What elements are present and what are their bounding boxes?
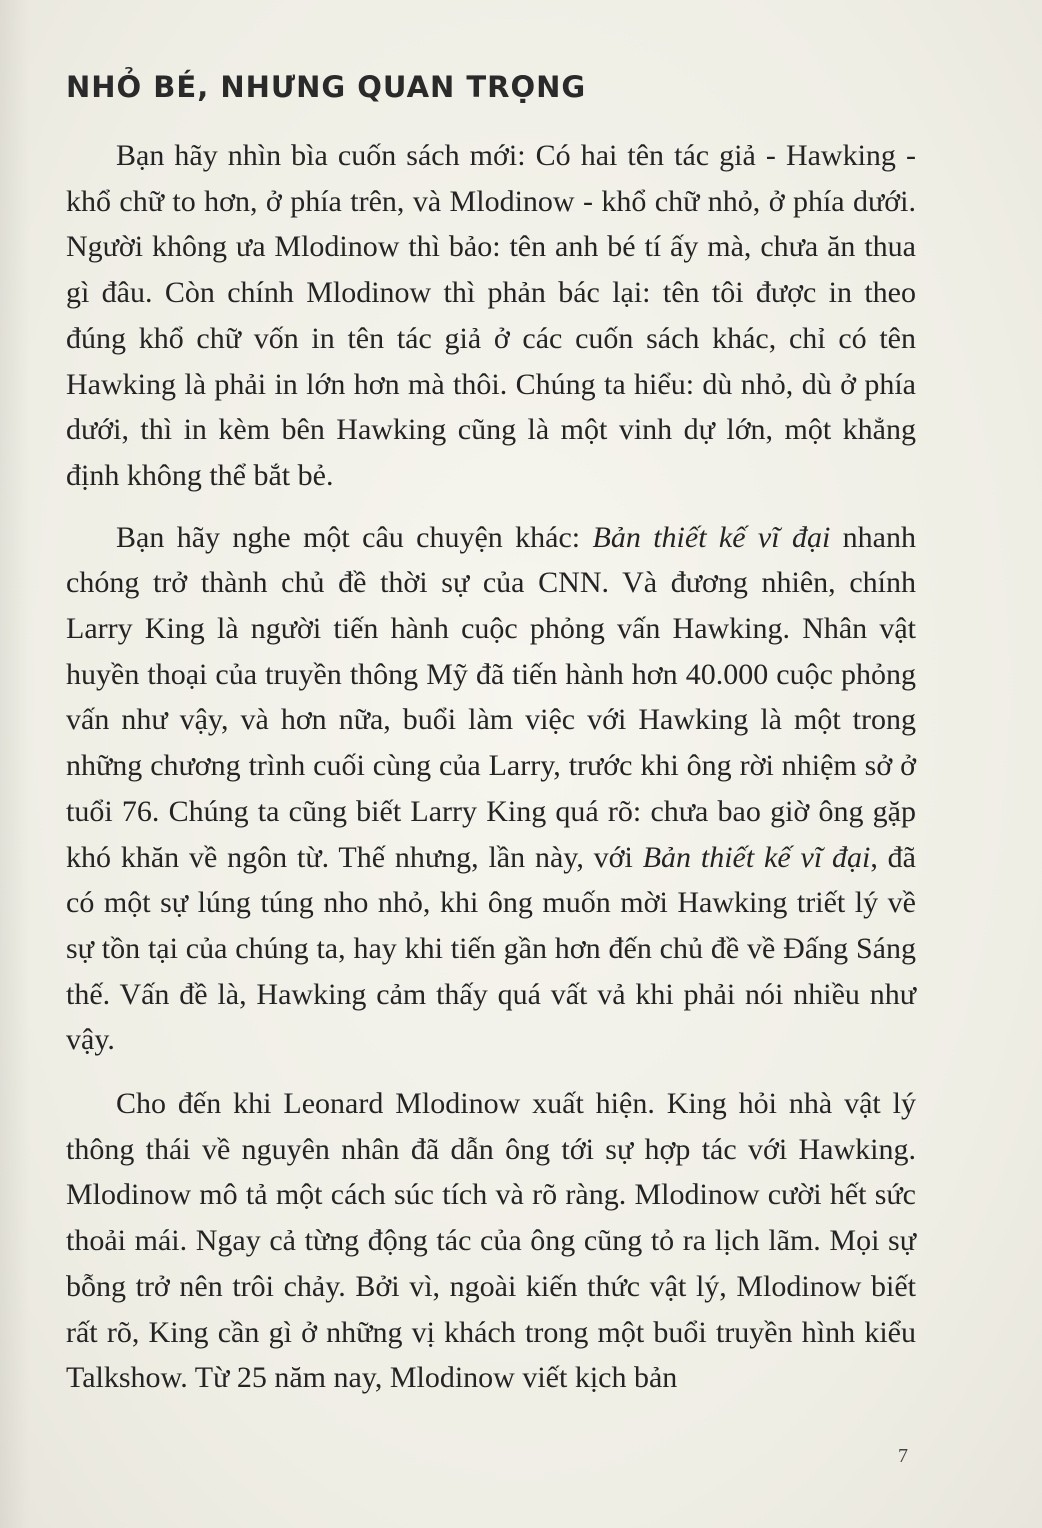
paragraph-2-text-b: nhanh chóng trở thành chủ đề thời sự của CNN. Và đương nhiên, chính Larry King là người tiến hành cuộc phỏng vấn Hawking. Nhân vật huyền thoại của truyền thông Mỹ đã tiến hành hơn 40.000 cuộc phỏng vấn như vậy, và hơn nữa, buổi làm việc với Hawking là một trong những chương trình cuối cùng của Larry, trước khi ông rời nhiệm sở ở tuổi 76. Chúng ta cũng biết Larry King quá rõ: chưa bao giờ ông gặp khó khăn về ngôn từ. Thế nhưng, lần này, với (66, 520, 916, 874)
book-title-italic: Bản thiết kế vĩ đại (642, 840, 871, 874)
page-number: 7 (898, 1445, 908, 1467)
section-heading: NHỎ BÉ, NHƯNG QUAN TRỌNG (66, 70, 587, 104)
paragraph-1: Bạn hãy nhìn bìa cuốn sách mới: Có hai tên tác giả - Hawking - khổ chữ to hơn, ở phía trên, và Mlodinow - khổ chữ nhỏ, ở phía dưới. Người không ưa Mlodinow thì bảo: tên anh bé tí ấy mà, chưa ăn thua gì đâu. Còn chính Mlodinow thì phản bác lại: tên tôi được in theo đúng khổ chữ vốn in tên tác giả ở các cuốn sách khác, chỉ có tên Hawking là phải in lớn hơn mà thôi. Chúng ta hiểu: dù nhỏ, dù ở phía dưới, thì in kèm bên Hawking cũng là một vinh dự lớn, một khẳng định không thể bắt bẻ. (66, 139, 916, 492)
book-title-italic: Bản thiết kế vĩ đại (592, 520, 831, 554)
paragraph-3: Cho đến khi Leonard Mlodinow xuất hiện. King hỏi nhà vật lý thông thái về nguyên nhân đã dẫn ông tới sự hợp tác với Hawking. Mlodinow mô tả một cách súc tích và rõ ràng. Mlodinow cười hết sức thoải mái. Ngay cả từng động tác của ông cũng tỏ ra lịch lãm. Mọi sự bỗng trở nên trôi chảy. Bởi vì, ngoài kiến thức vật lý, Mlodinow biết rất rõ, King cần gì ở những vị khách trong một buổi truyền hình kiểu Talkshow. Từ 25 năm nay, Mlodinow viết kịch bản (66, 1087, 916, 1395)
paragraph-2-text-c: , đã có một sự lúng túng nho nhỏ, khi ông muốn mời Hawking triết lý về sự tồn tại của chúng ta, hay khi tiến gần hơn đến chủ đề về Đấng Sáng thế. Vấn đề là, Hawking cảm thấy quá vất vả khi phải nói nhiều như vậy. (66, 840, 916, 1057)
paragraph-2 (66, 515, 916, 1063)
paragraph-2-text-a: Bạn hãy nghe một câu chuyện khác: (116, 520, 593, 554)
body-text (66, 133, 916, 1417)
